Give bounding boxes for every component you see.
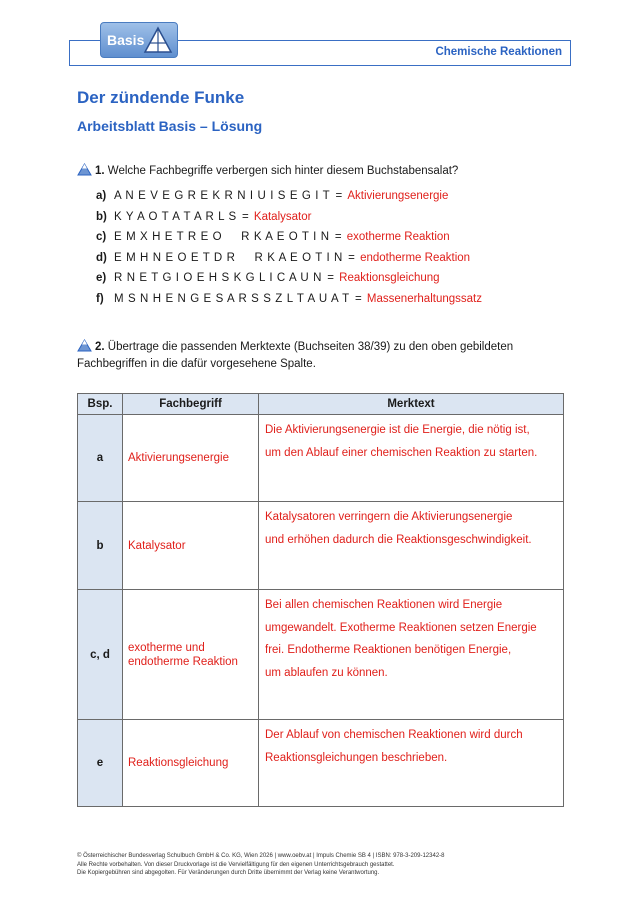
task-1-prompt (77, 163, 458, 181)
list-item: f) M S N H E N G E S A R S S Z L T A U A T = Massenerhaltungssatz (96, 292, 482, 305)
mountain-icon (77, 163, 92, 181)
task-number: 2. (95, 341, 105, 353)
merktext-cell: Die Aktivierungsenergie ist die Energie, die nötig ist, um den Ablauf einer chemischen Reaktion zu starten. (259, 415, 564, 502)
task-text: Welche Fachbegriffe verbergen sich hinter diesem Buchstabensalat? (107, 165, 459, 177)
page-subtitle: Arbeitsblatt Basis – Lösung (77, 118, 263, 134)
answer: Aktivierungsenergie (347, 190, 449, 202)
answer: Massenerhaltungssatz (366, 292, 482, 305)
column-header-merktext: Merktext (259, 394, 564, 415)
term-cell: exotherme und endotherme Reaktion (123, 590, 259, 720)
merktext-cell: Bei allen chemischen Reaktionen wird Energie umgewandelt. Exotherme Reaktionen setzen Energie frei. Endotherme Reaktionen benötigen Energie, um ablaufen zu können. (259, 590, 564, 720)
table-row (78, 415, 564, 502)
list-item: e) R N E T G I O E H S K G L I C A U N = Reaktionsgleichung (96, 272, 440, 284)
answer: endotherme Reaktion (360, 251, 471, 264)
term-cell: Aktivierungsenergie (123, 415, 259, 502)
answer: exotherme Reaktion (346, 231, 450, 243)
bsp-cell: e (78, 720, 123, 807)
logo-text: Basis (107, 32, 145, 48)
footer-line: © Österreichischer Bundesverlag Schulbuch GmbH & Co. KG, Wien 2026 | www.oebv.at | Impuls Chemie SB 4 | ISBN: 978-3-209-12342-8 (77, 853, 445, 859)
task-number: 1. (95, 165, 105, 177)
list-item: b) K Y A O T A T A R L S = Katalysator (96, 210, 312, 223)
table-row (78, 590, 564, 720)
bsp-cell: b (78, 502, 123, 590)
triangle-logo-icon (143, 26, 173, 54)
list-item: d) E M H N E O E T D R R K A E O T I N = endotherme Reaktion (96, 251, 471, 264)
answer: Katalysator (253, 210, 312, 223)
footer-line: Die Kopiergebühren sind abgegolten. Für Veränderungen durch Dritte übernimmt der Verlag keine Verantwortung. (77, 870, 380, 876)
word-puzzle-list (96, 190, 482, 313)
column-header-bsp: Bsp. (78, 394, 123, 415)
merktext-table (77, 393, 564, 807)
term-cell: Katalysator (123, 502, 259, 590)
task-2-prompt (77, 339, 513, 372)
merktext-cell: Katalysatoren verringern die Aktivierungsenergie und erhöhen dadurch die Reaktionsgeschwindigkeit. (259, 502, 564, 590)
task-text-line-1: Übertrage die passenden Merktexte (Buchseiten 38/39) zu den oben gebildeten (107, 341, 514, 353)
answer: Reaktionsgleichung (339, 272, 440, 284)
column-header-fachbegriff: Fachbegriff (123, 394, 259, 415)
merktext-cell: Der Ablauf von chemischen Reaktionen wird durch Reaktionsgleichungen beschrieben. (259, 720, 564, 807)
bsp-cell: c, d (78, 590, 123, 720)
table-row (78, 502, 564, 590)
table-header-row (78, 394, 564, 415)
list-item: a) A N E V E G R E K R N I U I S E G I T = Aktivierungsenergie (96, 190, 449, 202)
table-row (78, 720, 564, 807)
task-text-line-2: Fachbegriffen in die dafür vorgesehene Spalte. (77, 358, 316, 370)
mountain-icon (77, 339, 92, 357)
footer-line: Alle Rechte vorbehalten. Von dieser Druckvorlage ist die Vervielfältigung für den eigenen Unterrichtsgebrauch gestattet. (77, 861, 395, 868)
subject-label: Chemische Reaktionen (435, 46, 562, 58)
copyright-footer (77, 852, 445, 878)
basis-logo (100, 22, 178, 58)
list-item: c) E M X H E T R E O R K A E O T I N = exotherme Reaktion (96, 231, 450, 243)
bsp-cell: a (78, 415, 123, 502)
page-title: Der zündende Funke (77, 88, 245, 107)
term-cell: Reaktionsgleichung (123, 720, 259, 807)
